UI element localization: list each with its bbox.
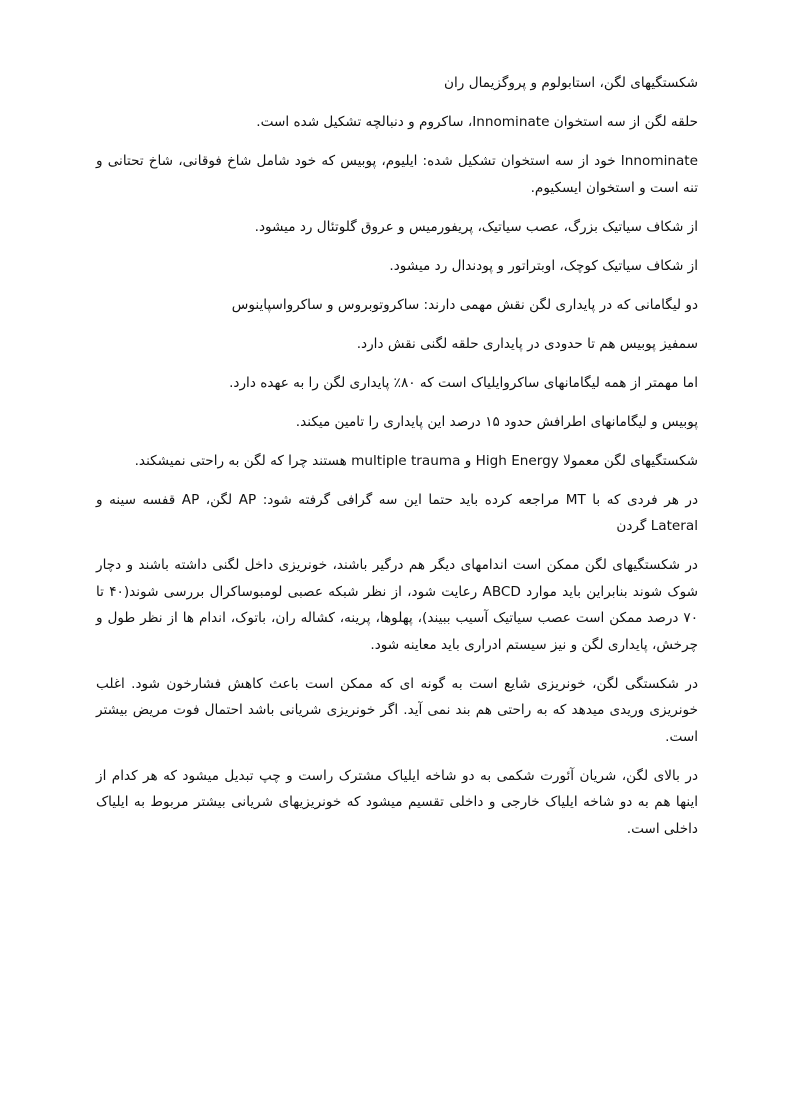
paragraph: در شکستگی لگن، خونریزی شایع است به گونه ای که ممکن است باعث کاهش فشارخون شود. اغلب خونریزی وریدی میدهد که به راحتی هم بند نمی آید. اگر خونریزی شریانی باشد احتمال فوت مریض بیشتر است. [96,675,698,745]
paragraph: در شکستگیهای لگن ممکن است اندامهای دیگر هم درگیر باشند، خونریزی داخل لگنی داشته باشند و دچار شوک شوند بنابراین باید موارد ABCD رعایت شود، از نظر شبکه عصبی لومبوساکرال بررسی شوند(۴۰ تا ۷۰ درصد ممکن است عصب سیاتیک آسیب ببیند)، پهلوها، پرینه، کشاله ران، باتوک، اندام ها از نظر طول و چرخش، پایداری لگن و نیز سیستم ادراری باید معاینه شود. [96,557,698,653]
paragraph: شکستگیهای لگن معمولا High Energy و multiple trauma هستند چرا که لگن به راحتی نمیشکند. [134,452,698,469]
paragraph: Innominate خود از سه استخوان تشکیل شده: ایلیوم، پوبیس که خود شامل شاخ فوقانی، شاخ تحتانی و تنه است و استخوان ایسکیوم. [96,153,698,196]
paragraph: اما مهمتر از همه لیگامانهای ساکروایلیاک است که ۸۰٪ پایداری لگن را به عهده دارد. [229,374,698,391]
heading-paragraph: شکستگیهای لگن، استابولوم و پروگزیمال ران [444,75,698,91]
paragraph: در بالای لگن، شریان آئورت شکمی به دو شاخه ایلیاک مشترک راست و چپ تبدیل میشود که هر کدام از اینها هم به دو شاخه ایلیاک خارجی و داخلی تقسیم میشود که خونریزیهای شریانی بیشتر مربوط به ایلیاک داخلی است. [96,767,698,837]
paragraph: دو لیگامانی که در پایداری لگن نقش مهمی دارند: ساکروتوبروس و ساکرواسپاینوس [231,296,698,313]
paragraph: از شکاف سیاتیک کوچک، اوبتراتور و پودندال رد میشود. [389,257,698,274]
paragraph: در هر فردی که با MT مراجعه کرده باید حتما این سه گرافی گرفته شود: AP لگن، AP قفسه سینه و Lateral گردن [96,491,698,534]
paragraph: پوبیس و لیگامانهای اطرافش حدود ۱۵ درصد این پایداری را تامین میکند. [295,413,698,430]
paragraph: سمفیز پوبیس هم تا حدودی در پایداری حلقه لگنی نقش دارد. [356,335,698,352]
paragraph: حلقه لگن از سه استخوان Innominate، ساکروم و دنبالچه تشکیل شده است. [256,114,698,130]
document-body [96,70,698,855]
paragraph: از شکاف سیاتیک بزرگ، عصب سیاتیک، پریفورمیس و عروق گلوتئال رد میشود. [254,218,698,235]
